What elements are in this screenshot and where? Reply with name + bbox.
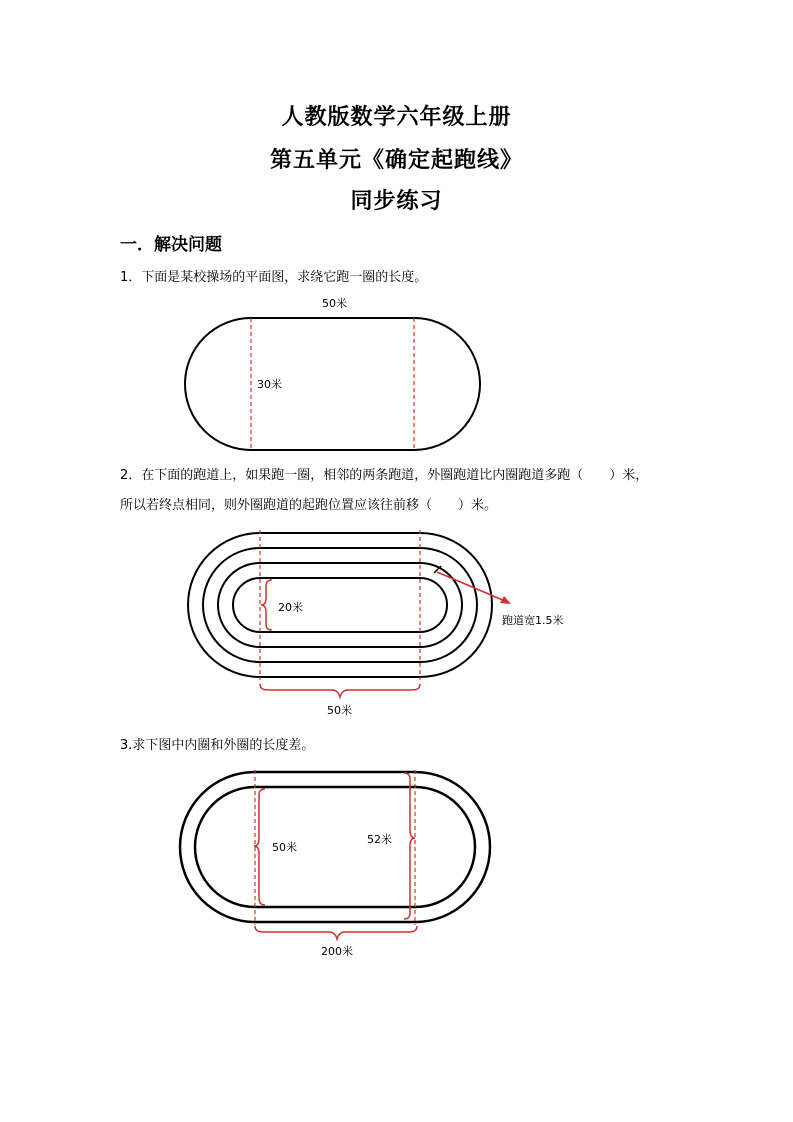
document-title-line3: 同步练习: [350, 188, 443, 214]
outer-brace: [404, 773, 415, 919]
fig3-outer-label: 52米: [367, 833, 392, 846]
fig3-inner-label: 50米: [272, 841, 297, 854]
question-3-text: 3.求下图中内圈和外圈的长度差。: [120, 738, 315, 753]
document-title-line1: 人教版数学六年级上册: [281, 104, 512, 130]
document-title-line2: 第五单元《确定起跑线》: [269, 147, 523, 173]
question-1-text: 1．下面是某校操场的平面图，求绕它跑一圈的长度。: [120, 270, 428, 285]
fig2-inner-label: 20米: [278, 601, 303, 614]
fig1-top-label: 50米: [322, 297, 347, 310]
inner-brace: [254, 789, 265, 905]
section-heading: 一．解决问题: [120, 235, 222, 255]
fig2-bottom-label: 50米: [327, 704, 352, 717]
bottom-brace: [255, 926, 417, 939]
question-2-text-line1: 2．在下面的跑道上，如果跑一圈，相邻的两条跑道，外圈跑道比内圈跑道多跑（ ）米，: [120, 468, 649, 483]
question-2-text-line2: 所以若终点相同，则外圈跑道的起跑位置应该往前移（ ）米。: [120, 498, 498, 513]
fig3-bottom-label: 200米: [321, 945, 353, 958]
inner-lane: [195, 787, 475, 907]
fig1-side-label: 30米: [257, 378, 282, 391]
fig2-lane-label: 跑道宽1.5米: [502, 614, 564, 627]
